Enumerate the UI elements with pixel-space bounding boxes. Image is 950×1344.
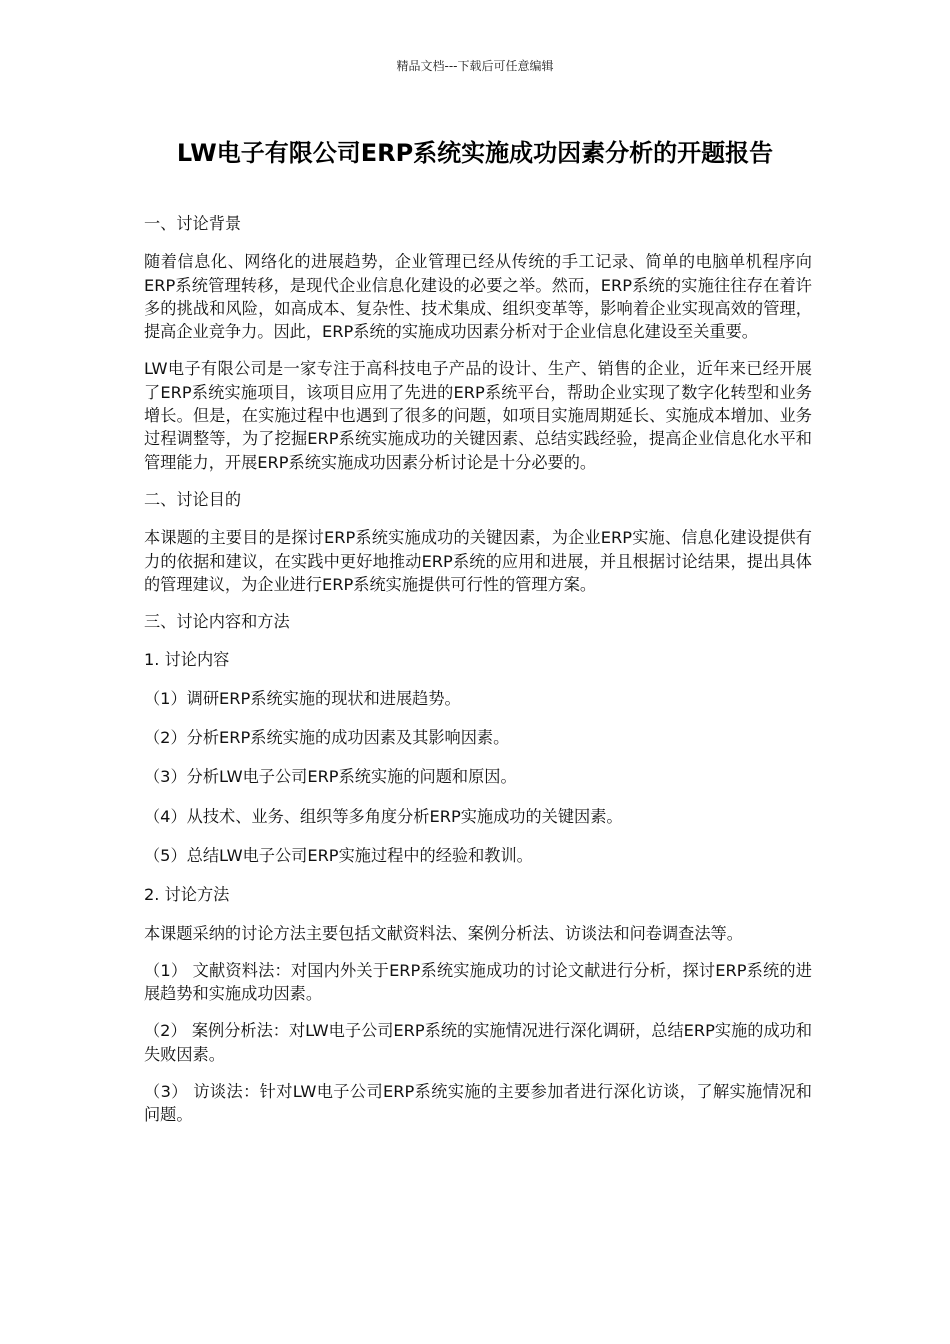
section-heading-content-method: 三、讨论内容和方法 [144, 612, 290, 632]
content-item: （3）分析LW电子公司ERP系统实施的问题和原因。 [144, 767, 517, 787]
background-paragraph-2: LW电子有限公司是一家专注于高科技电子产品的设计、生产、销售的企业，近年来已经开展了ERP系统实施项目，该项目应用了先进的ERP系统平台，帮助企业实现了数字化转型和业务增长。但是，在实施过程中也遇到了很多的问题，如项目实施周期延长、实施成本增加、业务过程调整等，为了挖掘ERP系统实施成功的关键因素、总结实践经验，提高企业信息化水平和管理能力，开展ERP系统实施成功因素分析讨论是十分必要的。 [144, 359, 812, 472]
method-intro-paragraph: 本课题采纳的讨论方法主要包括文献资料法、案例分析法、访谈法和问卷调查法等。 [144, 923, 743, 943]
page-header: 精品文档---下载后可任意编辑 [396, 59, 554, 73]
subheading-content: 1. 讨论内容 [144, 650, 230, 670]
content-item: （2）分析ERP系统实施的成功因素及其影响因素。 [144, 728, 510, 748]
content-item: （1）调研ERP系统实施的现状和进展趋势。 [144, 688, 461, 708]
method-item: （3） 访谈法：针对LW电子公司ERP系统实施的主要参加者进行深化访谈，了解实施情况和问题。 [144, 1082, 812, 1125]
content-item: （4）从技术、业务、组织等多角度分析ERP实施成功的关键因素。 [144, 806, 623, 826]
section-heading-background: 一、讨论背景 [144, 214, 242, 233]
document-body [144, 212, 812, 1141]
subheading-method: 2. 讨论方法 [144, 885, 230, 905]
method-item: （1） 文献资料法：对国内外关于ERP系统实施成功的讨论文献进行分析，探讨ERP系统的进展趋势和实施成功因素。 [144, 960, 812, 1004]
section-heading-purpose: 二、讨论目的 [144, 489, 242, 509]
content-item: （5）总结LW电子公司ERP实施过程中的经验和教训。 [144, 845, 533, 865]
document-title: LW电子有限公司ERP系统实施成功因素分析的开题报告 [176, 139, 774, 167]
background-paragraph-1: 随着信息化、网络化的进展趋势，企业管理已经从传统的手工记录、简单的电脑单机程序向ERP系统管理转移，是现代企业信息化建设的必要之举。然而，ERP系统的实施往往存在着许多的挑战和风险，如高成本、复杂性、技术集成、组织变革等，影响着企业实现高效的管理，提高企业竞争力。因此，ERP系统的实施成功因素分析对于企业信息化建设至关重要。 [144, 252, 812, 342]
method-item: （2） 案例分析法：对LW电子公司ERP系统的实施情况进行深化调研，总结ERP实施的成功和失败因素。 [144, 1021, 813, 1064]
purpose-paragraph: 本课题的主要目的是探讨ERP系统实施成功的关键因素，为企业ERP实施、信息化建设提供有力的依据和建议，在实践中更好地推动ERP系统的应用和进展，并且根据讨论结果，提出具体的管理建议，为企业进行ERP系统实施提供可行性的管理方案。 [144, 528, 812, 594]
